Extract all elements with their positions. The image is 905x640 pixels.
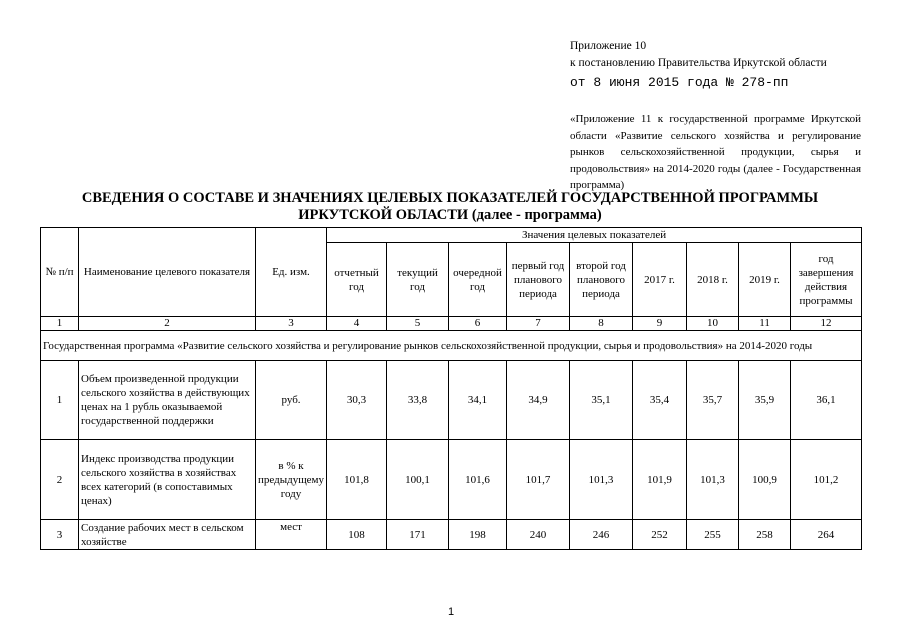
col-number: 4: [327, 317, 387, 331]
row-value: 100,1: [387, 440, 449, 520]
table-row: [41, 361, 862, 440]
row-value: 35,1: [570, 361, 633, 440]
program-note: «Приложение 11 к государственной программе Иркутской области «Развитие сельского хозяйства и регулирование рынков сельскохозяйственной продукции, сырья и продовольствия» на 2014-2020 годы (далее - Государственная программа): [570, 113, 861, 191]
row-unit: в % к предыдущему году: [256, 440, 327, 520]
header-col: 2019 г.: [739, 243, 791, 317]
col-number: 11: [739, 317, 791, 331]
col-number: 6: [449, 317, 507, 331]
appendix-decree: к постановлению Правительства Иркутской области: [570, 57, 827, 69]
header-name: Наименование целевого показателя: [79, 228, 256, 317]
header-col: 2018 г.: [687, 243, 739, 317]
header-col: очередной год: [449, 243, 507, 317]
row-value: 35,9: [739, 361, 791, 440]
row-name: Индекс производства продукции сельского хозяйства в хозяйствах всех категорий (в сопоставимых ценах): [79, 440, 256, 520]
header-num: № п/п: [41, 228, 79, 317]
row-name: Создание рабочих мест в сельском хозяйстве: [79, 520, 256, 550]
col-number: 2: [79, 317, 256, 331]
row-value: 246: [570, 520, 633, 550]
col-number: 10: [687, 317, 739, 331]
table-row: [41, 440, 862, 520]
row-value: 101,8: [327, 440, 387, 520]
row-value: 255: [687, 520, 739, 550]
row-value: 198: [449, 520, 507, 550]
col-number: 3: [256, 317, 327, 331]
header-col: первый год планового периода: [507, 243, 570, 317]
row-value: 258: [739, 520, 791, 550]
col-number: 7: [507, 317, 570, 331]
indicators-table: [40, 227, 862, 550]
row-value: 108: [327, 520, 387, 550]
row-value: 36,1: [791, 361, 862, 440]
row-unit: мест: [256, 520, 327, 550]
document-title: СВЕДЕНИЯ О СОСТАВЕ И ЗНАЧЕНИЯХ ЦЕЛЕВЫХ ПОКАЗАТЕЛЕЙ ГОСУДАРСТВЕННОЙ ПРОГРАММЫ ИРКУТСКОЙ ОБЛАСТИ (далее - программа): [81, 190, 819, 223]
appendix-title: Приложение 10: [570, 40, 647, 52]
row-name: Объем произведенной продукции сельского хозяйства в действующих ценах на 1 рубль оказываемой государственной поддержки: [79, 361, 256, 440]
row-value: 33,8: [387, 361, 449, 440]
row-num: 1: [41, 361, 79, 440]
row-value: 34,9: [507, 361, 570, 440]
header-col: отчетный год: [327, 243, 387, 317]
row-value: 101,7: [507, 440, 570, 520]
row-num: 3: [41, 520, 79, 550]
col-number: 5: [387, 317, 449, 331]
row-unit: руб.: [256, 361, 327, 440]
program-section-row: Государственная программа «Развитие сельского хозяйства и регулирование рынков сельскохозяйственной продукции, сырья и продовольствия» на 2014-2020 годы: [41, 331, 862, 361]
col-number: 1: [41, 317, 79, 331]
row-value: 100,9: [739, 440, 791, 520]
row-value: 101,6: [449, 440, 507, 520]
row-value: 101,3: [687, 440, 739, 520]
col-number: 12: [791, 317, 862, 331]
row-value: 264: [791, 520, 862, 550]
row-value: 240: [507, 520, 570, 550]
row-value: 35,4: [633, 361, 687, 440]
row-value: 252: [633, 520, 687, 550]
page-number: 1: [448, 606, 455, 618]
header-col: год завершения действия программы: [791, 243, 862, 317]
appendix-block: [570, 38, 827, 91]
row-num: 2: [41, 440, 79, 520]
row-value: 34,1: [449, 361, 507, 440]
header-col: второй год планового периода: [570, 243, 633, 317]
header-col: текущий год: [387, 243, 449, 317]
row-value: 101,3: [570, 440, 633, 520]
table-row: [41, 520, 862, 550]
header-unit: Ед. изм.: [256, 228, 327, 317]
col-number: 9: [633, 317, 687, 331]
header-col: 2017 г.: [633, 243, 687, 317]
row-value: 101,2: [791, 440, 862, 520]
header-values-group: Значения целевых показателей: [327, 228, 862, 243]
col-number: 8: [570, 317, 633, 331]
appendix-date: от 8 июня 2015 года № 278-пп: [570, 75, 789, 90]
row-value: 30,3: [327, 361, 387, 440]
row-value: 171: [387, 520, 449, 550]
row-value: 35,7: [687, 361, 739, 440]
row-value: 101,9: [633, 440, 687, 520]
